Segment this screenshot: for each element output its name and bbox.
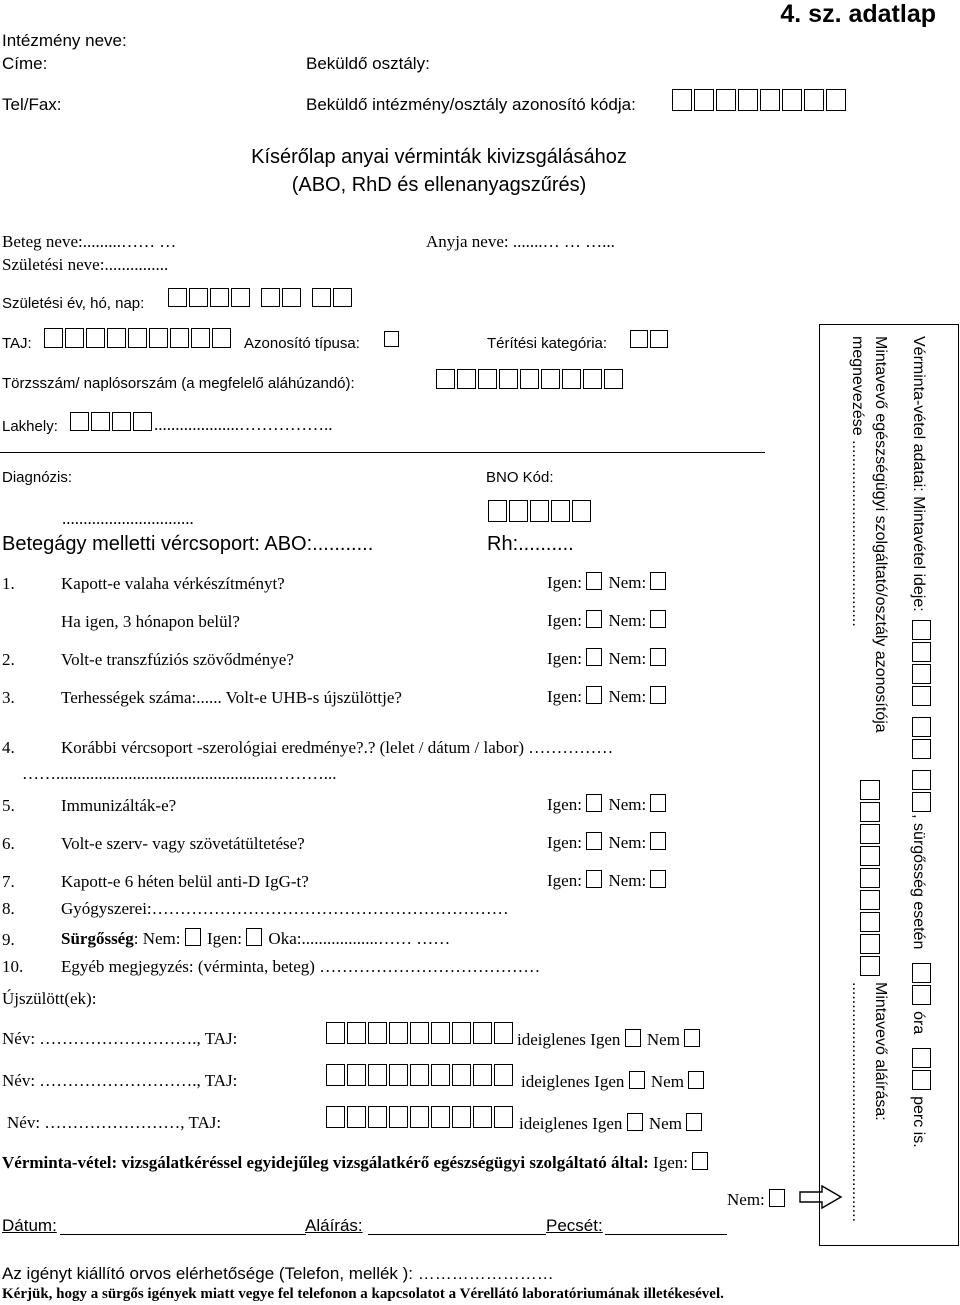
yes-label: Igen: (547, 573, 582, 592)
urgency-no-checkbox[interactable] (185, 928, 201, 946)
question-number: 7. (2, 872, 15, 891)
question-text: Kapott-e 6 héten belül anti-D IgG-t? (61, 872, 309, 891)
question-continuation: ……...................................................………... (22, 764, 337, 783)
date-line (60, 1234, 306, 1235)
sampling-row (2, 1152, 710, 1173)
signature-line (368, 1234, 546, 1235)
question-text: Terhességek száma:...... Volt-e UHB-s újszülöttje? (61, 688, 402, 707)
birth-name: Születési neve:............... (2, 255, 169, 274)
question-text: Korábbi vércsoport -szerológiai eredménye?.? (lelet / dátum / labor) …………… (61, 738, 614, 757)
id-type-label: Azonosító típusa: (244, 335, 360, 352)
question-text: Volt-e transzfúziós szövődménye? (61, 650, 294, 669)
question-text: Egyéb megjegyzés: (vérminta, beteg) ………………………………… (61, 957, 541, 976)
newborn-taj-boxes-2[interactable] (326, 1064, 515, 1089)
newborn-taj-boxes-1[interactable] (326, 1022, 515, 1047)
temporary-yes-label: ideiglenes Igen (517, 1030, 621, 1049)
temporary-yes-checkbox[interactable] (625, 1029, 641, 1047)
yes-no-question-3 (547, 686, 668, 707)
temporary-yes-label: ideiglenes Igen (519, 1114, 623, 1133)
urgency-no-label: : Nem: (133, 929, 181, 948)
sampler-signature-label: Mintavevő aláírása: (872, 982, 889, 1121)
question-number: 10. (2, 957, 24, 976)
no-checkbox[interactable] (650, 686, 666, 704)
newborn-temporary-3 (519, 1113, 704, 1134)
yes-label: Igen: (547, 871, 582, 890)
newborns-label: Újszülött(ek): (2, 989, 97, 1008)
birth-date-label: Születési év, hó, nap: (2, 295, 145, 312)
question-number: 2. (2, 650, 15, 669)
bno-code-label: BNO Kód: (486, 469, 554, 486)
payment-category-boxes[interactable] (630, 330, 670, 351)
sampling-details-panel (819, 324, 959, 1246)
no-label: Nem: (608, 611, 647, 630)
rh-label: Rh:.......... (487, 533, 574, 555)
id-type-box[interactable] (384, 330, 401, 350)
temporary-no-label: Nem (646, 1030, 680, 1049)
temporary-yes-label: ideiglenes Igen (521, 1072, 625, 1091)
mother-name: Anyja neve: .......… … …... (426, 232, 615, 251)
yes-checkbox[interactable] (586, 832, 602, 850)
provider-id-label: Mintavevő egészségügyi szolgáltató/osztály azonosítója (872, 336, 889, 733)
no-checkbox[interactable] (650, 794, 666, 812)
urgency-row (61, 928, 450, 949)
diagnosis-label: Diagnózis: (2, 469, 73, 486)
sender-id-boxes[interactable] (672, 89, 848, 114)
minute-boxes[interactable] (909, 1048, 931, 1092)
yes-no-question-1b (547, 610, 668, 631)
yes-label: Igen: (547, 687, 582, 706)
yes-checkbox[interactable] (586, 686, 602, 704)
sender-id-label: Beküldő intézmény/osztály azonosító kódja: (306, 95, 636, 114)
stamp-line (605, 1234, 727, 1235)
bedside-blood-group-label: Betegágy melletti vércsoport: ABO:........... (2, 533, 374, 555)
yes-label: Igen: (547, 833, 582, 852)
question-text: Gyógyszerei:……………………………………………………… (61, 899, 509, 918)
signature-label: Aláírás: (305, 1216, 363, 1235)
question-number: 5. (2, 796, 15, 815)
question-number: 9. (2, 930, 15, 949)
hour-boxes[interactable] (909, 963, 931, 1007)
newborn-name-1: Név: ………………………., TAJ: (2, 1029, 238, 1048)
newborn-name-2: Név: ………………………., TAJ: (2, 1071, 238, 1090)
sampling-statement: Vérminta-vétel: vizsgálatkéréssel egyidejűleg vizsgálatkérő egészségügyi szolgáltató által: (2, 1153, 649, 1172)
temporary-no-checkbox[interactable] (688, 1071, 704, 1089)
birth-date-boxes[interactable] (168, 288, 354, 310)
temporary-no-checkbox[interactable] (684, 1029, 700, 1047)
sampling-time-row (909, 336, 931, 1148)
no-label: Nem: (608, 833, 647, 852)
urgency-yes-checkbox[interactable] (246, 928, 262, 946)
taj-boxes[interactable] (44, 328, 233, 351)
temporary-no-checkbox[interactable] (686, 1113, 702, 1131)
no-label: Nem: (608, 871, 647, 890)
yes-no-question-7 (547, 870, 668, 891)
no-checkbox[interactable] (650, 832, 666, 850)
sampler-signature-line: ...................................................... (849, 982, 866, 1223)
bno-code-boxes[interactable] (488, 500, 593, 525)
temporary-yes-checkbox[interactable] (627, 1113, 643, 1131)
provider-name-label: megnevezése .......................................... (849, 336, 866, 627)
yes-label: Igen: (547, 795, 582, 814)
temporary-no-label: Nem (648, 1114, 682, 1133)
no-label: Nem: (608, 687, 647, 706)
question-number: 8. (2, 899, 15, 918)
address-label: Címe: (2, 54, 48, 73)
telfax-label: Tel/Fax: (2, 95, 62, 114)
newborn-name-3: Név: ……………………, TAJ: (7, 1113, 222, 1132)
yes-checkbox[interactable] (586, 572, 602, 590)
question-text: Kapott-e valaha vérkészítményt? (61, 574, 285, 593)
no-label: Nem: (608, 649, 647, 668)
question-text: Ha igen, 3 hónapon belül? (61, 612, 240, 631)
question-text: Immunizálták-e? (61, 796, 177, 815)
residence-value: ....................…………….. (154, 415, 333, 434)
yes-no-question-2 (547, 648, 668, 669)
form-subtitle: (ABO, RhD és ellenanyagszűrés) (291, 174, 587, 196)
sampling-no-checkbox[interactable] (769, 1189, 785, 1207)
sampling-date-boxes[interactable] (909, 620, 931, 814)
sender-department-label: Beküldő osztály: (306, 54, 430, 73)
yes-checkbox[interactable] (586, 794, 602, 812)
sampling-time-label: Vérminta-vétel adatai: Mintavétel ideje: (910, 336, 927, 612)
sampling-no-label: Nem: (727, 1190, 765, 1209)
question-text: Volt-e szerv- vagy szövetátültetése? (61, 834, 305, 853)
date-label: Dátum: (2, 1216, 57, 1235)
patient-name: Beteg neve:.........…… … (2, 232, 177, 251)
residence-label: Lakhely: (2, 418, 58, 435)
sheet-number: 4. sz. adatlap (780, 0, 936, 28)
yes-checkbox[interactable] (586, 870, 602, 888)
yes-checkbox[interactable] (586, 648, 602, 666)
record-number-boxes[interactable] (436, 369, 625, 392)
provider-id-boxes[interactable] (857, 780, 880, 978)
no-checkbox[interactable] (650, 610, 666, 628)
urgency-reason: Oka:..................…… …… (268, 929, 451, 948)
sampling-yes-checkbox[interactable] (692, 1152, 708, 1170)
minute-label: perc is. (910, 1096, 927, 1148)
temporary-no-label: Nem (650, 1072, 684, 1091)
question-number: 1. (2, 574, 15, 593)
urgency-note: , sürgősség esetén (910, 814, 927, 950)
payment-category-label: Térítési kategória: (487, 335, 608, 352)
stamp-label: Pecsét: (546, 1216, 603, 1235)
yes-no-question-5 (547, 794, 668, 815)
separator-line (0, 452, 765, 453)
urgency-yes-label: Igen: (206, 929, 242, 948)
institution-name-label: Intézmény neve: (2, 31, 127, 50)
yes-no-question-1 (547, 572, 668, 593)
diagnosis-value: ............................... (62, 509, 194, 528)
no-checkbox[interactable] (650, 572, 666, 590)
temporary-yes-checkbox[interactable] (629, 1071, 645, 1089)
yes-label: Igen: (547, 611, 582, 630)
question-number: 6. (2, 834, 15, 853)
newborn-temporary-2 (521, 1071, 706, 1092)
no-checkbox[interactable] (650, 648, 666, 666)
record-number-label: Törzsszám/ naplósorszám (a megfelelő aláhúzandó): (2, 375, 355, 392)
newborn-temporary-1 (517, 1029, 702, 1050)
yes-no-question-6 (547, 832, 668, 853)
yes-checkbox[interactable] (586, 610, 602, 628)
sampling-no-row (727, 1189, 787, 1210)
question-number: 3. (2, 688, 15, 707)
question-number: 4. (2, 738, 15, 757)
no-checkbox[interactable] (650, 870, 666, 888)
residence-boxes[interactable] (70, 412, 154, 434)
form-title: Kísérőlap anyai vérminták kivizsgálásához (251, 146, 627, 168)
newborn-taj-boxes-3[interactable] (326, 1106, 515, 1131)
no-label: Nem: (608, 573, 647, 592)
no-label: Nem: (608, 795, 647, 814)
yes-label: Igen: (547, 649, 582, 668)
hour-label: óra (910, 1011, 927, 1035)
physician-contact: Az igényt kiállító orvos elérhetősége (Telefon, mellék ): …………………… (2, 1264, 554, 1283)
urgent-notice: Kérjük, hogy a sürgős igények miatt vegye fel telefonon a kapcsolatot a Vérellátó laboratóriumának illetékesével. (2, 1286, 724, 1302)
taj-label: TAJ: (2, 335, 32, 352)
urgency-label: Sürgősség (61, 929, 134, 948)
sampling-yes-label: Igen: (653, 1153, 688, 1172)
